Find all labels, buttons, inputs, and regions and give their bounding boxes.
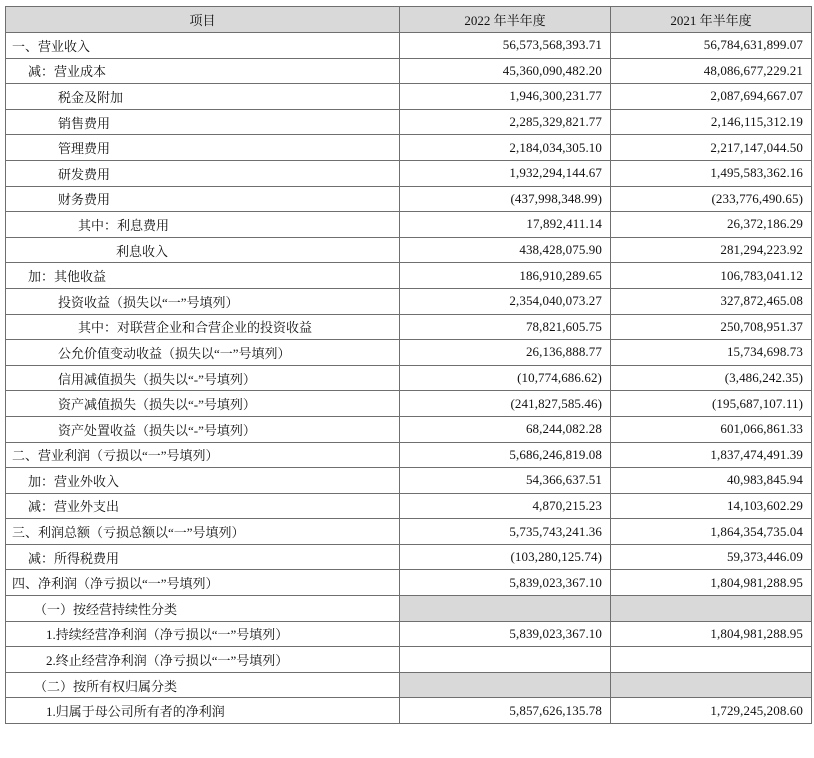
value-2021: 59,373,446.09	[611, 544, 812, 570]
row-label: 减：营业成本	[6, 58, 400, 84]
table-row	[6, 58, 812, 84]
value-2022: 438,428,075.90	[400, 237, 611, 263]
value-2021: 14,103,602.29	[611, 493, 812, 519]
value-2021: 2,146,115,312.19	[611, 109, 812, 135]
table-row	[6, 672, 812, 698]
value-2021: 327,872,465.08	[611, 288, 812, 314]
value-2022: 54,366,637.51	[400, 468, 611, 494]
value-2022	[400, 672, 611, 698]
table-row	[6, 84, 812, 110]
row-label: 销售费用	[6, 109, 400, 135]
table-row	[6, 519, 812, 545]
value-2021: 1,864,354,735.04	[611, 519, 812, 545]
value-2021: 1,804,981,288.95	[611, 621, 812, 647]
value-2022: (10,774,686.62)	[400, 365, 611, 391]
value-2022: 1,946,300,231.77	[400, 84, 611, 110]
row-label: 资产减值损失（损失以“-”号填列）	[6, 391, 400, 417]
value-2022: 45,360,090,482.20	[400, 58, 611, 84]
value-2021: 1,729,245,208.60	[611, 698, 812, 724]
row-label: 资产处置收益（损失以“-”号填列）	[6, 416, 400, 442]
row-label: 1.归属于母公司所有者的净利润	[6, 698, 400, 724]
value-2021: 1,837,474,491.39	[611, 442, 812, 468]
value-2022: (103,280,125.74)	[400, 544, 611, 570]
value-2022	[400, 647, 611, 673]
row-label: 公允价值变动收益（损失以“一”号填列）	[6, 340, 400, 366]
value-2021: 15,734,698.73	[611, 340, 812, 366]
row-label: 利息收入	[6, 237, 400, 263]
table-row	[6, 314, 812, 340]
value-2021: 250,708,951.37	[611, 314, 812, 340]
row-label: 其中：利息费用	[6, 212, 400, 238]
value-2022	[400, 596, 611, 622]
table-row	[6, 237, 812, 263]
value-2022: 78,821,605.75	[400, 314, 611, 340]
value-2022: 5,735,743,241.36	[400, 519, 611, 545]
value-2021: 1,495,583,362.16	[611, 160, 812, 186]
table-row	[6, 493, 812, 519]
value-2022: 2,285,329,821.77	[400, 109, 611, 135]
table-row	[6, 570, 812, 596]
row-label: 信用减值损失（损失以“-”号填列）	[6, 365, 400, 391]
value-2021: 601,066,861.33	[611, 416, 812, 442]
row-label: 研发费用	[6, 160, 400, 186]
value-2022: 5,839,023,367.10	[400, 621, 611, 647]
row-label: 2.终止经营净利润（净亏损以“一”号填列）	[6, 647, 400, 673]
row-label: 加：营业外收入	[6, 468, 400, 494]
row-label: 减：营业外支出	[6, 493, 400, 519]
table-row	[6, 263, 812, 289]
value-2021: 1,804,981,288.95	[611, 570, 812, 596]
row-label: 财务费用	[6, 186, 400, 212]
row-label: （二）按所有权归属分类	[6, 672, 400, 698]
table-row	[6, 186, 812, 212]
value-2022: 5,857,626,135.78	[400, 698, 611, 724]
value-2022: 2,184,034,305.10	[400, 135, 611, 161]
value-2021: 2,217,147,044.50	[611, 135, 812, 161]
table-row	[6, 109, 812, 135]
table-row	[6, 544, 812, 570]
value-2021: 26,372,186.29	[611, 212, 812, 238]
value-2022: 4,870,215.23	[400, 493, 611, 519]
table-row	[6, 596, 812, 622]
value-2022: 5,839,023,367.10	[400, 570, 611, 596]
value-2022: 17,892,411.14	[400, 212, 611, 238]
value-2022: 2,354,040,073.27	[400, 288, 611, 314]
table-row	[6, 340, 812, 366]
income-statement-container	[5, 6, 812, 724]
table-row	[6, 33, 812, 59]
table-row	[6, 160, 812, 186]
table-row	[6, 468, 812, 494]
table-row	[6, 365, 812, 391]
table-row	[6, 135, 812, 161]
value-2022: 5,686,246,819.08	[400, 442, 611, 468]
row-label: 三、利润总额（亏损总额以“一”号填列）	[6, 519, 400, 545]
value-2022: (241,827,585.46)	[400, 391, 611, 417]
value-2022: 68,244,082.28	[400, 416, 611, 442]
value-2021	[611, 647, 812, 673]
header-2021: 2021 年半年度	[611, 7, 812, 33]
row-label: 税金及附加	[6, 84, 400, 110]
value-2021: (233,776,490.65)	[611, 186, 812, 212]
table-row	[6, 416, 812, 442]
table-header-row	[6, 7, 812, 33]
value-2022: 56,573,568,393.71	[400, 33, 611, 59]
row-label: 投资收益（损失以“一”号填列）	[6, 288, 400, 314]
row-label: （一）按经营持续性分类	[6, 596, 400, 622]
row-label: 其中：对联营企业和合营企业的投资收益	[6, 314, 400, 340]
row-label: 四、净利润（净亏损以“一”号填列）	[6, 570, 400, 596]
header-item: 项目	[6, 7, 400, 33]
value-2021: 48,086,677,229.21	[611, 58, 812, 84]
header-2022: 2022 年半年度	[400, 7, 611, 33]
value-2022: 186,910,289.65	[400, 263, 611, 289]
value-2022: 26,136,888.77	[400, 340, 611, 366]
income-statement-table	[5, 6, 812, 724]
value-2021: (3,486,242.35)	[611, 365, 812, 391]
value-2021: 2,087,694,667.07	[611, 84, 812, 110]
value-2022: (437,998,348.99)	[400, 186, 611, 212]
row-label: 二、营业利润（亏损以“一”号填列）	[6, 442, 400, 468]
value-2021: 281,294,223.92	[611, 237, 812, 263]
table-row	[6, 442, 812, 468]
table-row	[6, 698, 812, 724]
table-row	[6, 647, 812, 673]
row-label: 加：其他收益	[6, 263, 400, 289]
row-label: 一、营业收入	[6, 33, 400, 59]
value-2021: (195,687,107.11)	[611, 391, 812, 417]
table-row	[6, 391, 812, 417]
table-row	[6, 288, 812, 314]
value-2021	[611, 596, 812, 622]
value-2021: 56,784,631,899.07	[611, 33, 812, 59]
table-row	[6, 212, 812, 238]
value-2021	[611, 672, 812, 698]
value-2021: 40,983,845.94	[611, 468, 812, 494]
value-2022: 1,932,294,144.67	[400, 160, 611, 186]
value-2021: 106,783,041.12	[611, 263, 812, 289]
row-label: 1.持续经营净利润（净亏损以“一”号填列）	[6, 621, 400, 647]
table-row	[6, 621, 812, 647]
row-label: 管理费用	[6, 135, 400, 161]
row-label: 减：所得税费用	[6, 544, 400, 570]
